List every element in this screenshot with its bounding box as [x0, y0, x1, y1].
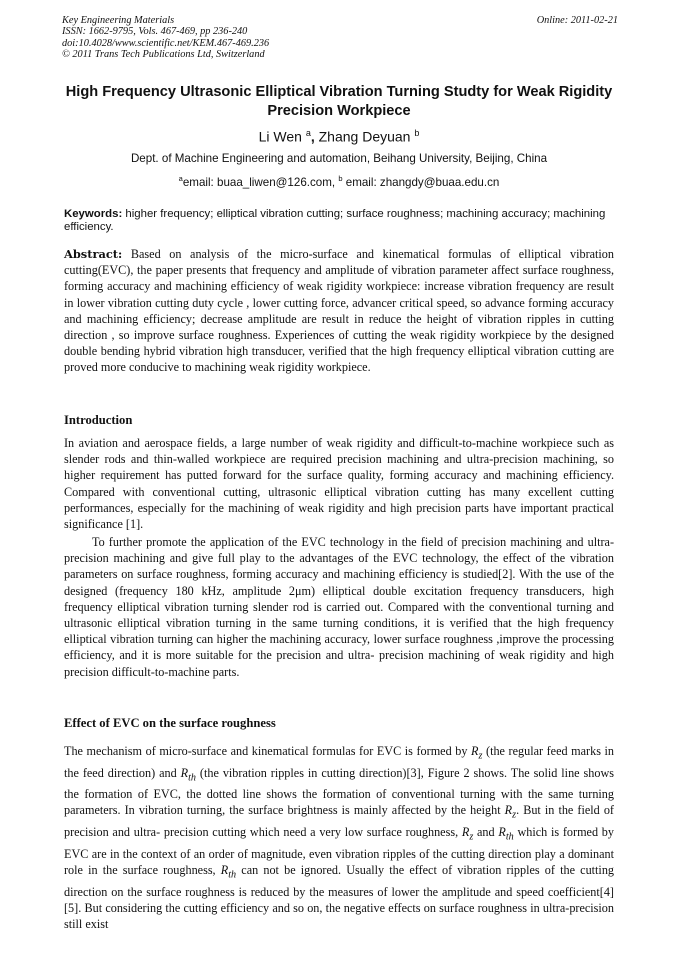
paper-title: High Frequency Ultrasonic Elliptical Vibration Turning Studty for Weak Rigidity Precision Workpiece: [65, 84, 613, 119]
symbol-rz-sub: z: [478, 750, 483, 762]
symbol-rz-sub: z: [469, 831, 474, 843]
email-a: email: buaa_liwen@126.com,: [182, 175, 336, 189]
symbol-rz: R: [461, 825, 470, 840]
symbol-rz: R: [471, 744, 479, 758]
online-date: Online: 2011-02-21: [536, 15, 618, 26]
abstract-label: Abstract:: [64, 247, 123, 261]
evc-text: and: [473, 825, 499, 840]
author-affil-mark: a: [305, 128, 311, 138]
keywords-label: Keywords:: [64, 208, 123, 220]
abstract: [64, 246, 614, 376]
email-mark: a: [178, 174, 183, 183]
keywords: [64, 208, 614, 234]
section-heading-introduction: Introduction: [64, 413, 133, 427]
evc-paragraph: [64, 743, 614, 932]
keywords-text: higher frequency; elliptical vibration cutting; surface roughness; machining accuracy; machining efficiency.: [64, 208, 606, 234]
author-name: Zhang Deyuan: [318, 128, 411, 145]
symbol-rz: R: [504, 803, 513, 818]
symbol-rth-sub: th: [188, 772, 196, 784]
symbol-rth-sub: th: [505, 831, 514, 843]
evc-text: can not be ignored. Usually the effect of vibration ripples of the cutting direction on the surface roughness is reduced by the measures of lower the amplitude and speed coefficient[4][5]. But considering the cutting efficiency and so on, the negative effects on surface roughness in ultra-precision still exist: [64, 862, 615, 932]
author-list: [0, 124, 678, 146]
affiliation: Dept. of Machine Engineering and automation, Beihang University, Beijing, China: [130, 152, 548, 165]
copyright-line: © 2011 Trans Tech Publications Ltd, Switzerland: [62, 49, 265, 61]
symbol-rth: R: [180, 765, 189, 780]
introduction-paragraph-2: To further promote the application of the EVC technology in the field of precision machining and ultra-precision machining and give full play to the advantages of the EVC technology, the effect of the vibration parameters on surface roughness, forming accuracy and machining efficiency is studied[2]. With the use of the designed (frequency 180 kHz, amplitude 2μm) elliptical double excitation frequency transducers, high frequency elliptical vibration turning slender rod is carried out. Compared with the conventional turning and ultrasonic elliptical vibration turning in the same turning conditions, it is verified that the high frequency elliptical vibration turning can higher the machining accuracy, lower surface roughness ,improve the processing efficiency, and it is more suitable for the precision and ultra- precision machining of weak rigidity and high precision difficult-to-machine parts.: [64, 535, 614, 679]
evc-text: (the regular feed marks in the feed direction) and: [64, 744, 614, 780]
author-name: Li Wen: [258, 128, 302, 145]
symbol-rz-sub: z: [512, 809, 517, 821]
symbol-rth: R: [498, 825, 506, 840]
evc-text: The mechanism of micro-surface and kinematical formulas for EVC is formed by: [64, 744, 472, 758]
symbol-rth: R: [220, 862, 229, 877]
symbol-rth-sub: th: [228, 869, 237, 881]
journal-name: Key Engineering Materials: [62, 15, 175, 26]
email-b: email: zhangdy@buaa.edu.cn: [345, 175, 500, 189]
evc-text: (the vibration ripples in cutting direction)[3], Figure 2 shows. The solid line shows the formation of EVC, the dotted line shows the formation of conventional turning with the same turning parameters. In vibration turning, the surface brightness is mainly affected by the height: [64, 765, 614, 818]
author-separator: ,: [310, 128, 315, 145]
author-affil-mark: b: [414, 128, 420, 138]
evc-text: which is formed by EVC are in the context of an order of magnitude, even vibration ripples of the cutting direction play a dominant role in the surface roughness,: [64, 825, 614, 877]
journal-header: [62, 15, 618, 61]
introduction-paragraph-1: In aviation and aerospace fields, a large number of weak rigidity and difficult-to-machine workpiece such as slender rods and thin-walled workpiece are required precision machining and ultra-precision machining, so higher requirement has putted forward for the surface quality, forming accuracy and machining efficiency. Compared with conventional cutting, ultrasonic elliptical vibration cutting has many excellent cutting performances, especially for the machining of weak rigidity and high precision parts have important practical significance [1].: [64, 436, 614, 532]
email-mark: b: [338, 174, 343, 183]
author-emails: [0, 171, 678, 190]
abstract-text: Based on analysis of the micro-surface and kinematical formulas of elliptical vibration cutting(EVC), the paper presents that frequency and amplitude of vibration parameter affect surface roughness, forming accuracy and machining efficiency of weak rigidity workpiece: increase vibration frequency are result in lower vibration cutting duty cycle , lower cutting force, advancer critical speed, so advance forming accuracy and machining efficiency; decrease amplitude are result in reduce the height of vibration ripples in cutting direction , so improve surface roughness. Experiences of cutting the weak rigidity workpiece by the designed double bending hybrid vibration high transducer, verified that the high frequency elliptical vibration cutting are proved more conducive to machining weak rigidity workpiece.: [64, 247, 614, 375]
issn-line: ISSN: 1662-9795, Vols. 467-469, pp 236-240: [62, 26, 248, 38]
doi-line: doi:10.4028/www.scientific.net/KEM.467-469.236: [62, 37, 270, 49]
evc-text: . But in the field of precision and ultra- precision cutting which need a very low surface roughness,: [64, 803, 614, 840]
section-heading-evc: Effect of EVC on the surface roughness: [64, 716, 276, 730]
